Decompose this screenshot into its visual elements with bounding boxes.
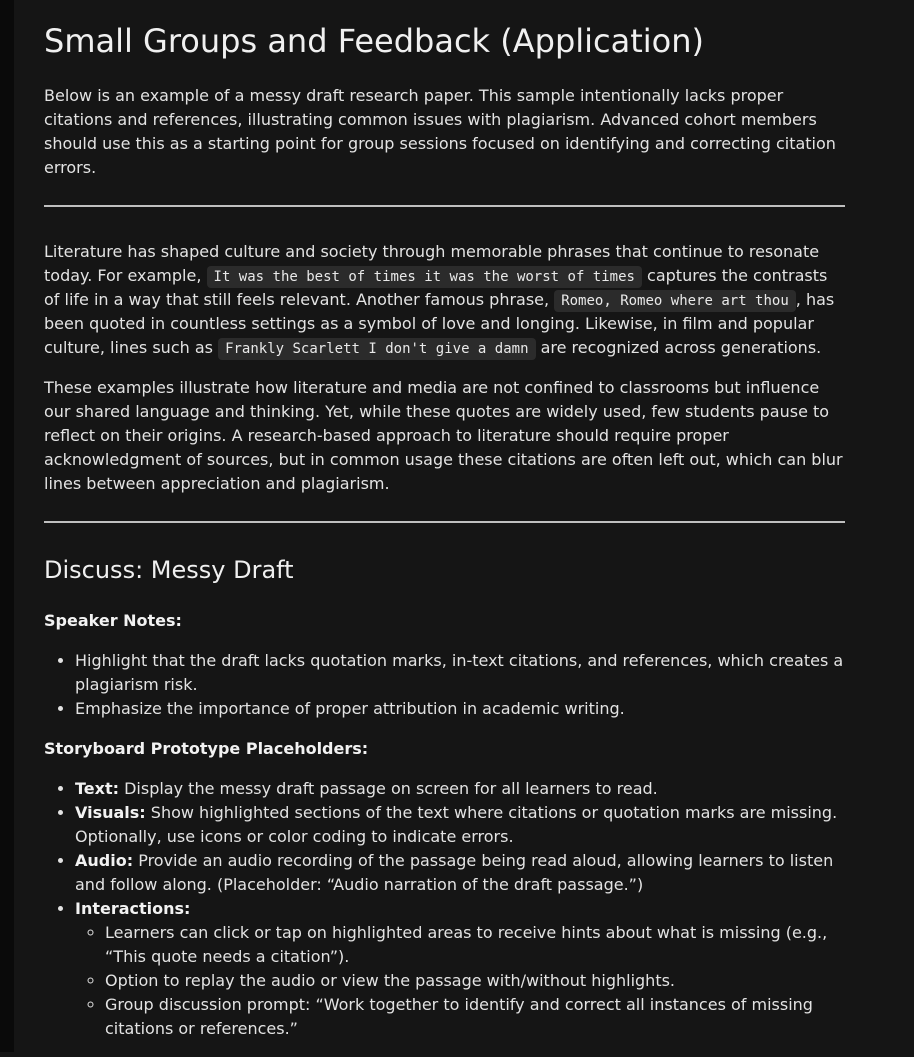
draft-paragraph-2: These examples illustrate how literature and media are not confined to classrooms but influence our shared language and thinking. Yet, while these quotes are widely used, few students pause to reflect on their origins. A research-based approach to literature should require proper acknowledgment of sources, but in common usage these citations are often left out, which can blur lines between appreciation and plagiarism. — [44, 378, 843, 494]
speaker-note-item: • Highlight that the draft lacks quotation marks, in-text citations, and references, which creates a plagiarism risk. — [75, 649, 845, 697]
draft-text-segment-1: Literature has shaped culture and society through memorable phrases that continue to resonate today. For example, — [44, 242, 820, 286]
inline-code-quote-romeo: Romeo, Romeo where art thou — [554, 290, 796, 312]
page-title: Small Groups and Feedback (Application) — [44, 22, 705, 60]
interaction-sub-item: ◦ Option to replay the audio or view the passage with/without highlights. — [105, 969, 845, 993]
speaker-note-item: • Emphasize the importance of proper attribution in academic writing. — [75, 697, 845, 721]
storyboard-item-interactions — [75, 897, 845, 1041]
storyboard-item-visuals — [75, 801, 845, 849]
draft-text-segment-3: , has been quoted in countless settings as a symbol of love and longing. Likewise, in film and popular culture, lines such as — [44, 290, 835, 358]
storyboard-item-lead: Visuals: — [75, 803, 146, 823]
storyboard-item-text — [75, 777, 845, 801]
section-divider-bottom — [44, 521, 845, 523]
speaker-notes-list — [44, 649, 845, 721]
storyboard-item-audio — [75, 849, 845, 897]
section-heading-discuss: Discuss: Messy Draft — [44, 556, 294, 585]
storyboard-item-body: Provide an audio recording of the passage being read aloud, allowing learners to listen and follow along. (Placeholder: “Audio narration of the draft passage.”) — [75, 851, 834, 895]
storyboard-list — [44, 777, 845, 1041]
interaction-sub-item: ◦ Learners can click or tap on highlighted areas to receive hints about what is missing (e.g., “This quote needs a citation”). — [105, 921, 845, 969]
draft-text-segment-2: captures the contrasts of life in a way that still feels relevant. Another famous phrase, — [44, 266, 828, 310]
storyboard-item-body: Show highlighted sections of the text where citations or quotation marks are missing. Optionally, use icons or color coding to indicate errors. — [75, 803, 838, 847]
draft-paragraph-1 — [44, 240, 845, 360]
page-edge-strip — [0, 0, 14, 1052]
draft-text-segment-4: are recognized across generations. — [535, 338, 822, 358]
storyboard-label: Storyboard Prototype Placeholders: — [44, 739, 369, 759]
storyboard-item-body: Display the messy draft passage on screen for all learners to read. — [119, 779, 658, 799]
storyboard-item-lead: Interactions: — [75, 899, 191, 919]
document — [44, 0, 845, 1057]
storyboard-item-lead: Audio: — [75, 851, 134, 871]
intro-paragraph: Below is an example of a messy draft research paper. This sample intentionally lacks proper citations and references, illustrating common issues with plagiarism. Advanced cohort members should use this as a starting point for group sessions focused on identifying and correcting citation errors. — [44, 86, 836, 178]
inline-code-quote-dickens: It was the best of times it was the worst of times — [207, 266, 642, 288]
storyboard-item-lead: Text: — [75, 779, 120, 799]
interactions-sublist — [75, 921, 845, 1041]
speaker-notes-label: Speaker Notes: — [44, 611, 182, 631]
inline-code-quote-scarlett: Frankly Scarlett I don't give a damn — [218, 338, 535, 360]
interaction-sub-item: ◦ Group discussion prompt: “Work together to identify and correct all instances of missing citations or references.” — [105, 993, 845, 1041]
section-divider-top — [44, 205, 845, 207]
